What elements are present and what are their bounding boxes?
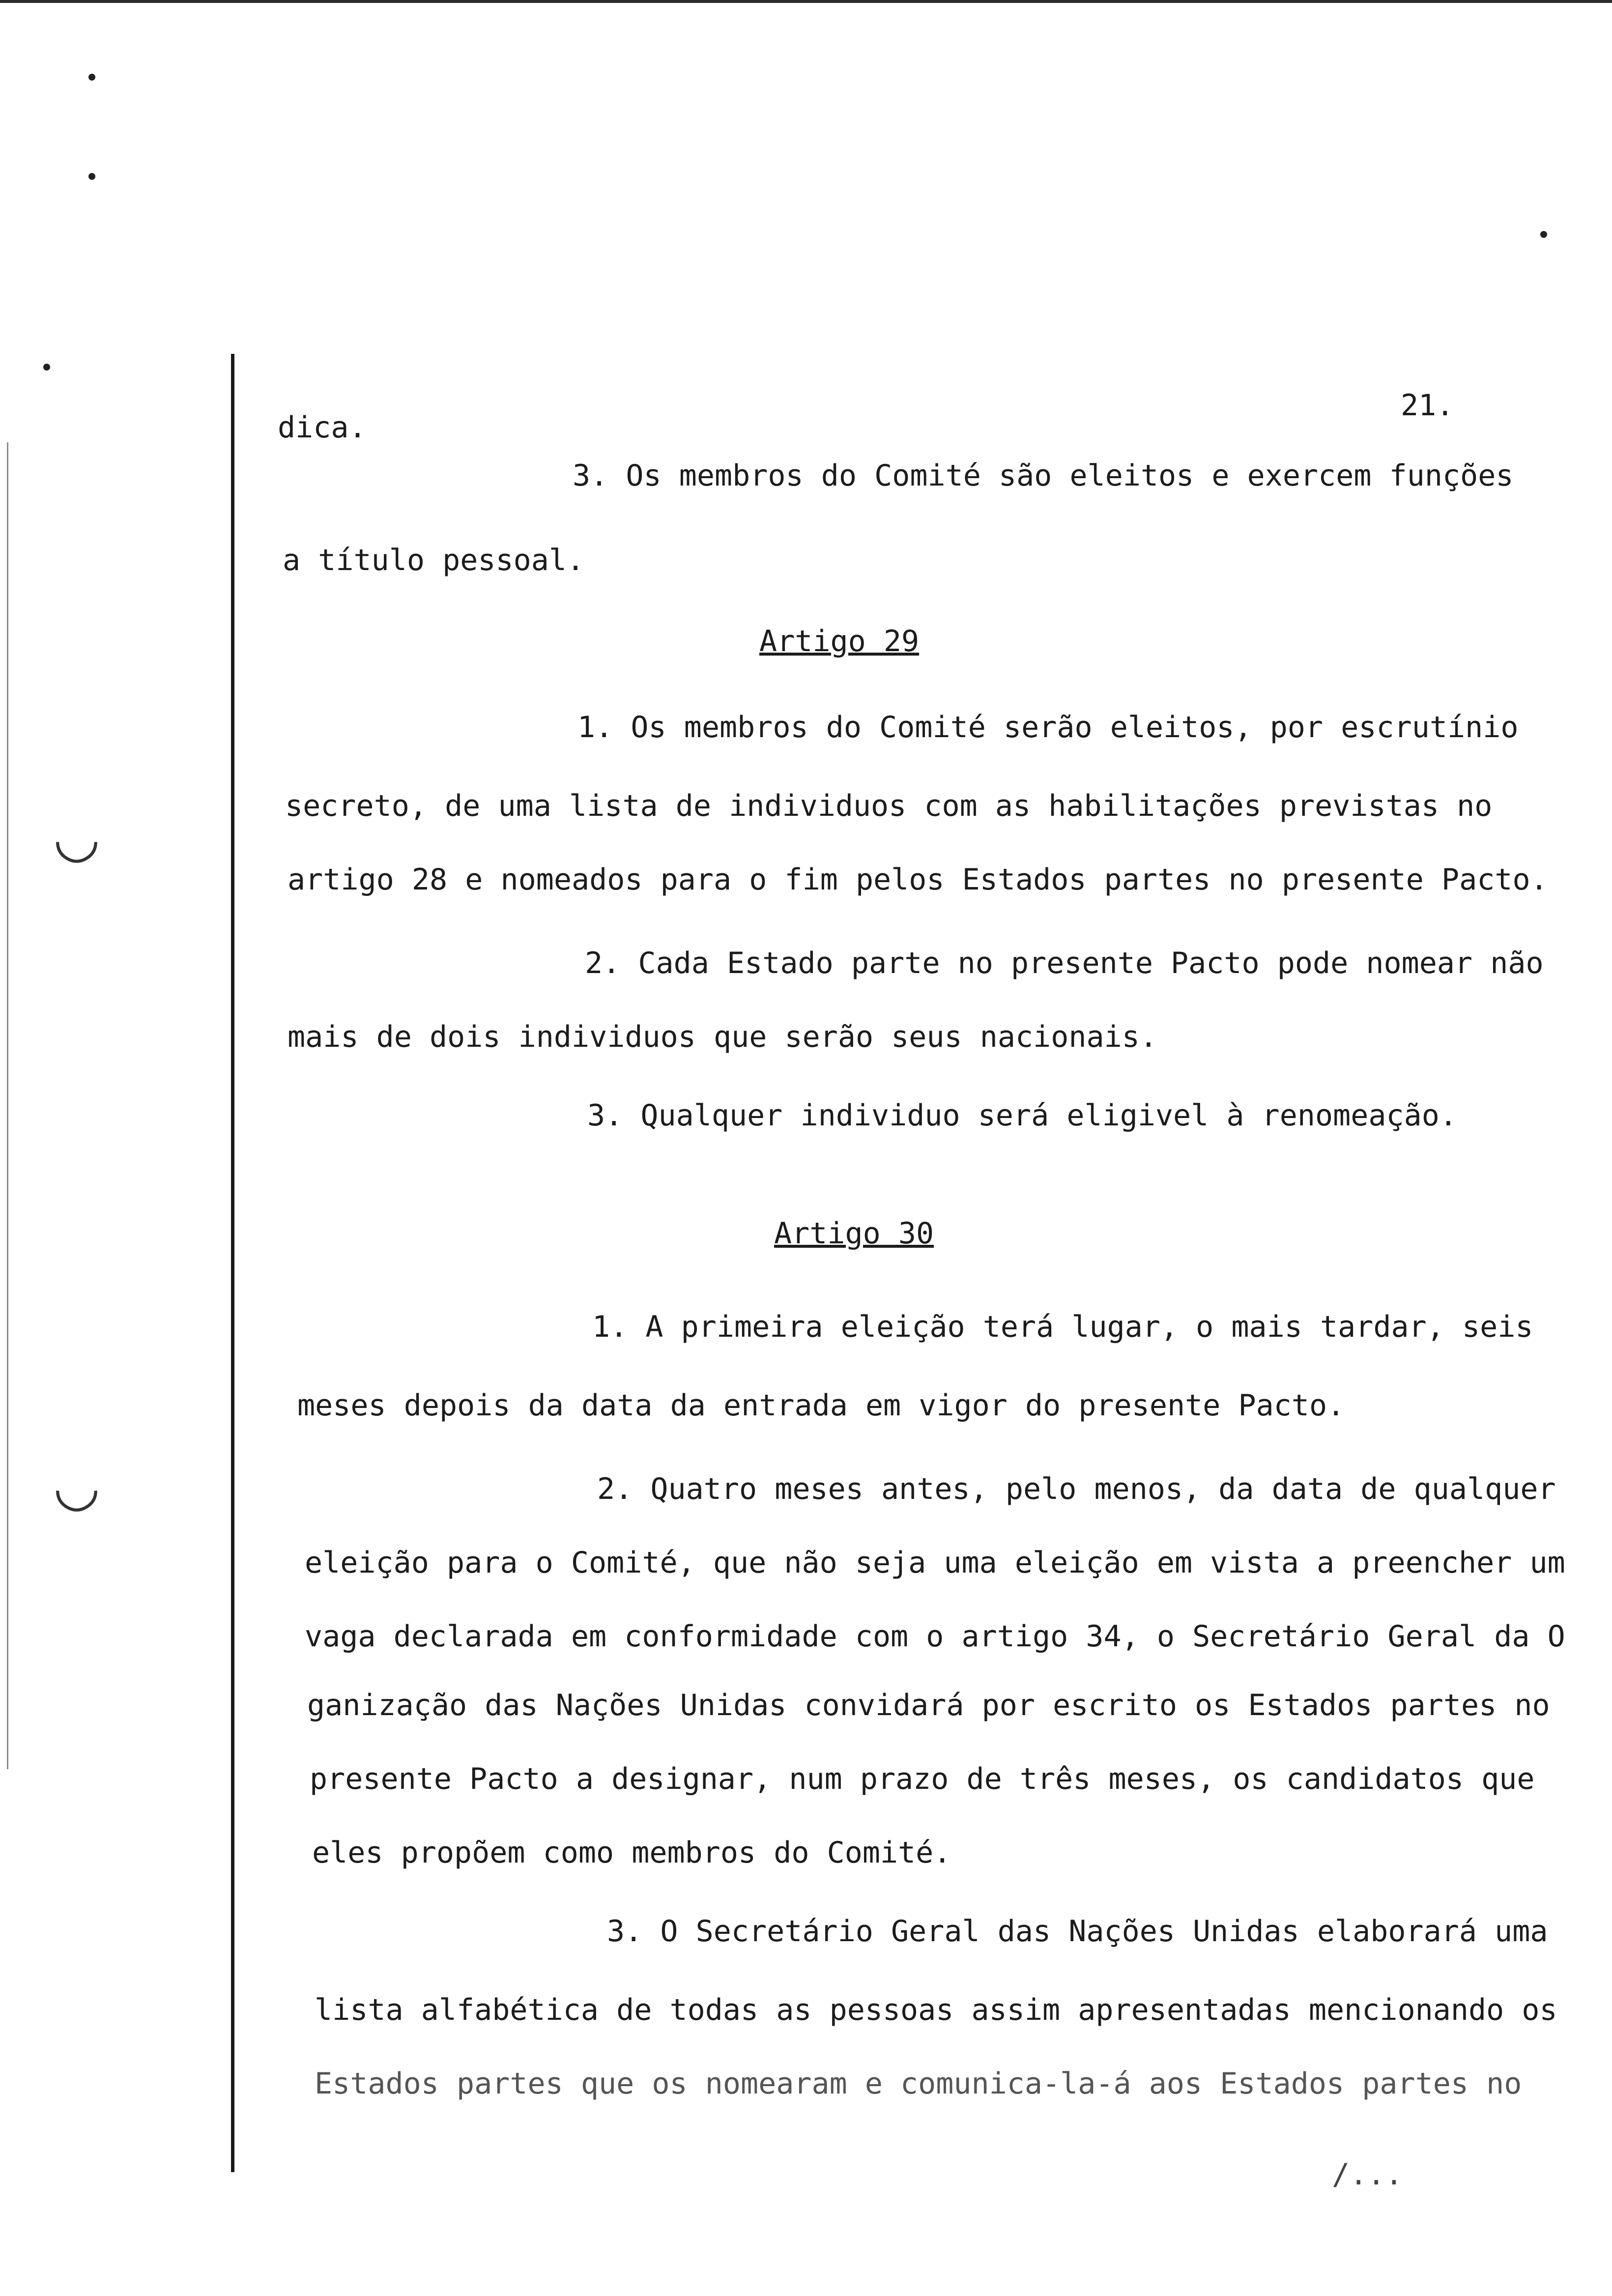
text-line: 1. A primeira eleição terá lugar, o mais tardar, seis (592, 1310, 1533, 1344)
top-border (0, 0, 1612, 3)
binder-hole-mark: ◡ (53, 806, 100, 869)
text-line: 2. Cada Estado parte no presente Pacto pode nomear não (585, 946, 1544, 980)
continuation-mark: /... (1332, 2157, 1403, 2192)
text-line: artigo 28 e nomeados para o fim pelos Estados partes no presente Pacto. (288, 862, 1548, 897)
article-heading: Artigo 30 (774, 1216, 934, 1251)
text-line: 1. Os membros do Comité serão eleitos, por escrutínio (577, 710, 1519, 745)
binder-hole-mark: ◡ (53, 1455, 100, 1518)
text-line: vaga declarada em conformidade com o artigo 34, o Secretário Geral da O (305, 1619, 1565, 1654)
text-line: Estados partes que os nomearam e comunica-la-á aos Estados partes no (315, 2066, 1522, 2101)
speck (88, 74, 95, 81)
text-line: mais de dois individuos que serão seus nacionais. (288, 1020, 1158, 1054)
text-line: ganização das Nações Unidas convidará por escrito os Estados partes no (307, 1688, 1550, 1722)
text-line: secreto, de uma lista de individuos com as habilitações previstas no (285, 789, 1493, 823)
text-line: 3. Qualquer individuo será eligivel à renomeação. (587, 1098, 1458, 1133)
speck (1540, 231, 1547, 238)
text-line: meses depois da data da entrada em vigor do presente Pacto. (297, 1388, 1345, 1423)
text-line: a título pessoal. (283, 543, 585, 577)
text-line: dica. (278, 410, 367, 445)
text-line: lista alfabética de todas as pessoas assim apresentadas mencionando os (315, 1993, 1557, 2027)
page-edge-shadow (7, 442, 8, 1769)
left-margin-line (231, 354, 234, 2172)
speck (88, 173, 95, 180)
text-line: 2. Quatro meses antes, pelo menos, da data de qualquer (597, 1472, 1556, 1506)
page-number: 21. (1401, 388, 1454, 423)
text-line: eleição para o Comité, que não seja uma eleição em vista a preencher um (305, 1546, 1565, 1580)
article-heading: Artigo 29 (759, 624, 920, 659)
text-line: 3. Os membros do Comité são eleitos e exercem funções (573, 459, 1514, 493)
speck (43, 364, 50, 371)
text-line: 3. O Secretário Geral das Nações Unidas elaborará uma (607, 1914, 1548, 1949)
text-line: presente Pacto a designar, num prazo de três meses, os candidatos que (310, 1762, 1535, 1796)
text-line: eles propõem como membros do Comité. (312, 1836, 951, 1870)
